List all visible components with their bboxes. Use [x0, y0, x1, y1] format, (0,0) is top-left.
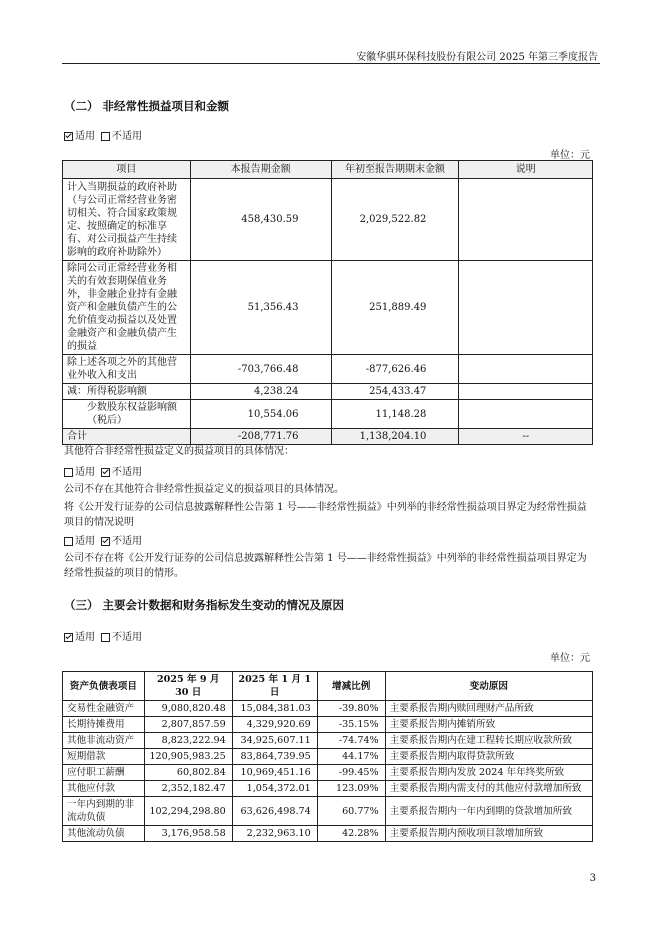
section-title-nonrecurring: （二） 非经常性损益项目和金额 [64, 99, 230, 113]
table-row [63, 749, 593, 765]
table-total-row [63, 429, 593, 445]
row-ytd: 254,433.47 [331, 384, 459, 400]
checkbox-empty-icon[interactable] [101, 132, 110, 141]
header-divider [62, 63, 600, 64]
row-value-end: 8,823,222.94 [144, 733, 232, 749]
table-row [63, 797, 593, 826]
applicable-option[interactable]: 适用 [64, 127, 95, 142]
table-header-row [63, 161, 593, 179]
checkbox-checked-icon[interactable] [101, 537, 110, 546]
row-current: 458,430.59 [190, 179, 331, 261]
checkbox-empty-icon[interactable] [64, 537, 73, 546]
row-value-start: 83,864,739.95 [232, 749, 317, 765]
column-header: 变动原因 [385, 672, 592, 701]
column-header: 资产负债表项目 [63, 672, 145, 701]
row-item: 减：所得税影响额 [63, 384, 191, 400]
table-row [63, 400, 593, 429]
table-row [63, 717, 593, 733]
unit-label: 单位：元 [550, 653, 590, 664]
row-item: 其他非流动资产 [63, 733, 145, 749]
reclassification-label: 将《公开发行证券的公司信息披露解释性公告第 1 号——非经常性损益》中列举的非经常性损益项目界定为经常性损益项目的情况说明 [64, 502, 587, 528]
changes-applicability-selector [64, 628, 142, 643]
row-change-pct: 42.28% [317, 826, 385, 842]
other-items-text: 公司不存在其他符合非经常性损益定义的损益项目的具体情况。 [64, 484, 344, 495]
balance-sheet-changes-table [62, 671, 593, 842]
column-header: 增减比例 [317, 672, 385, 701]
row-value-end: 2,352,182.47 [144, 781, 232, 797]
row-reason: 主要系报告期内一年内到期的贷款增加所致 [385, 797, 592, 826]
table-row [63, 701, 593, 717]
row-current: -208,771.76 [190, 429, 331, 445]
report-header: 安徽华骐环保科技股份有限公司 2025 年第三季度报告 [356, 52, 598, 63]
row-change-pct: 44.17% [317, 749, 385, 765]
row-reason: 主要系报告期内取得贷款所致 [385, 749, 592, 765]
row-current: 10,554.06 [190, 400, 331, 429]
row-value-start: 34,925,607.11 [232, 733, 317, 749]
row-note [459, 400, 593, 429]
row-current: 4,238.24 [190, 384, 331, 400]
not-applicable-option[interactable]: 不适用 [101, 532, 142, 547]
page-number: 3 [589, 873, 596, 884]
applicable-option[interactable]: 适用 [64, 463, 95, 478]
row-value-end: 120,905,983.25 [144, 749, 232, 765]
row-ytd: 251,889.49 [331, 261, 459, 355]
row-item: 计入当期损益的政府补助（与公司正常经营业务密切相关、符合国家政策规定、按照确定的标准享有、对公司损益产生持续影响的政府补助除外） [63, 179, 191, 261]
row-change-pct: -35.15% [317, 717, 385, 733]
row-reason: 主要系报告期内发放 2024 年年终奖所致 [385, 765, 592, 781]
other-items-label: 其他符合非经常性损益定义的损益项目的具体情况： [64, 446, 294, 457]
applicability-selector [64, 127, 142, 142]
row-ytd: -877,626.46 [331, 355, 459, 384]
row-change-pct: 123.09% [317, 781, 385, 797]
row-value-end: 2,807,857.59 [144, 717, 232, 733]
row-value-end: 60,802.84 [144, 765, 232, 781]
not-applicable-option[interactable]: 不适用 [101, 127, 142, 142]
row-note [459, 355, 593, 384]
row-value-start: 15,084,381.03 [232, 701, 317, 717]
row-item: 应付职工薪酬 [63, 765, 145, 781]
row-value-end: 3,176,958.58 [144, 826, 232, 842]
reclassification-text: 公司不存在将《公开发行证券的公司信息披露解释性公告第 1 号——非经常性损益》中列举的非经常性损益项目界定为经常性损益的项目的情形。 [64, 553, 587, 579]
row-value-end: 9,080,820.48 [144, 701, 232, 717]
not-applicable-option[interactable]: 不适用 [101, 463, 142, 478]
row-reason: 主要系报告期内赎回理财产品所致 [385, 701, 592, 717]
row-value-start: 1,054,372.01 [232, 781, 317, 797]
table-row [63, 781, 593, 797]
row-reason: 主要系报告期内摊销所致 [385, 717, 592, 733]
column-header: 2025 年 9 月 30 日 [144, 672, 232, 701]
row-item: 交易性金融资产 [63, 701, 145, 717]
table-row [63, 179, 593, 261]
row-item: 长期待摊费用 [63, 717, 145, 733]
row-value-start: 2,232,963.10 [232, 826, 317, 842]
checkbox-checked-icon[interactable] [64, 633, 73, 642]
row-ytd: 11,148.28 [331, 400, 459, 429]
row-item: 其他流动负债 [63, 826, 145, 842]
table-row [63, 384, 593, 400]
row-change-pct: -74.74% [317, 733, 385, 749]
row-item: 一年内到期的非流动负债 [63, 797, 145, 826]
row-reason: 主要系报告期内需支付的其他应付款增加所致 [385, 781, 592, 797]
row-note [459, 261, 593, 355]
row-reason: 主要系报告期内在建工程转长期应收款所致 [385, 733, 592, 749]
row-note: -- [459, 429, 593, 445]
table-row [63, 733, 593, 749]
nonrecurring-table [62, 160, 593, 445]
table-header-row [63, 672, 593, 701]
table-row [63, 765, 593, 781]
row-item: 短期借款 [63, 749, 145, 765]
applicable-option[interactable]: 适用 [64, 628, 95, 643]
row-item: 合计 [63, 429, 191, 445]
checkbox-checked-icon[interactable] [101, 468, 110, 477]
row-current: -703,766.48 [190, 355, 331, 384]
row-value-end: 102,294,298.80 [144, 797, 232, 826]
row-current: 51,356.43 [190, 261, 331, 355]
table-row [63, 261, 593, 355]
column-header: 2025 年 1 月 1 日 [232, 672, 317, 701]
checkbox-empty-icon[interactable] [64, 468, 73, 477]
row-value-start: 10,969,451.16 [232, 765, 317, 781]
row-change-pct: 60.77% [317, 797, 385, 826]
not-applicable-option[interactable]: 不适用 [101, 628, 142, 643]
unit-label: 单位：元 [550, 150, 590, 161]
section-title-changes: （三） 主要会计数据和财务指标发生变动的情况及原因 [64, 598, 345, 612]
row-value-start: 4,329,920.69 [232, 717, 317, 733]
row-note [459, 179, 593, 261]
other-applicability-selector [64, 463, 142, 478]
checkbox-empty-icon[interactable] [101, 633, 110, 642]
row-value-start: 63,626,498.74 [232, 797, 317, 826]
row-change-pct: -39.80% [317, 701, 385, 717]
row-item: 除同公司正常经营业务相关的有效套期保值业务外，非金融企业持有金融资产和金融负债产生的公允价值变动损益以及处置金融资产和金融负债产生的损益 [63, 261, 191, 355]
row-item: 少数股东权益影响额（税后） [63, 400, 191, 429]
row-item: 除上述各项之外的其他营业外收入和支出 [63, 355, 191, 384]
row-item: 其他应付款 [63, 781, 145, 797]
row-change-pct: -99.45% [317, 765, 385, 781]
column-header: 说明 [459, 161, 593, 179]
table-row [63, 826, 593, 842]
table-row [63, 355, 593, 384]
column-header: 本报告期金额 [190, 161, 331, 179]
column-header: 项目 [63, 161, 191, 179]
row-ytd: 2,029,522.82 [331, 179, 459, 261]
row-ytd: 1,138,204.10 [331, 429, 459, 445]
checkbox-checked-icon[interactable] [64, 132, 73, 141]
row-reason: 主要系报告期内预收项目款增加所致 [385, 826, 592, 842]
reclass-applicability-selector [64, 532, 142, 547]
row-note [459, 384, 593, 400]
applicable-option[interactable]: 适用 [64, 532, 95, 547]
column-header: 年初至报告期期末金额 [331, 161, 459, 179]
